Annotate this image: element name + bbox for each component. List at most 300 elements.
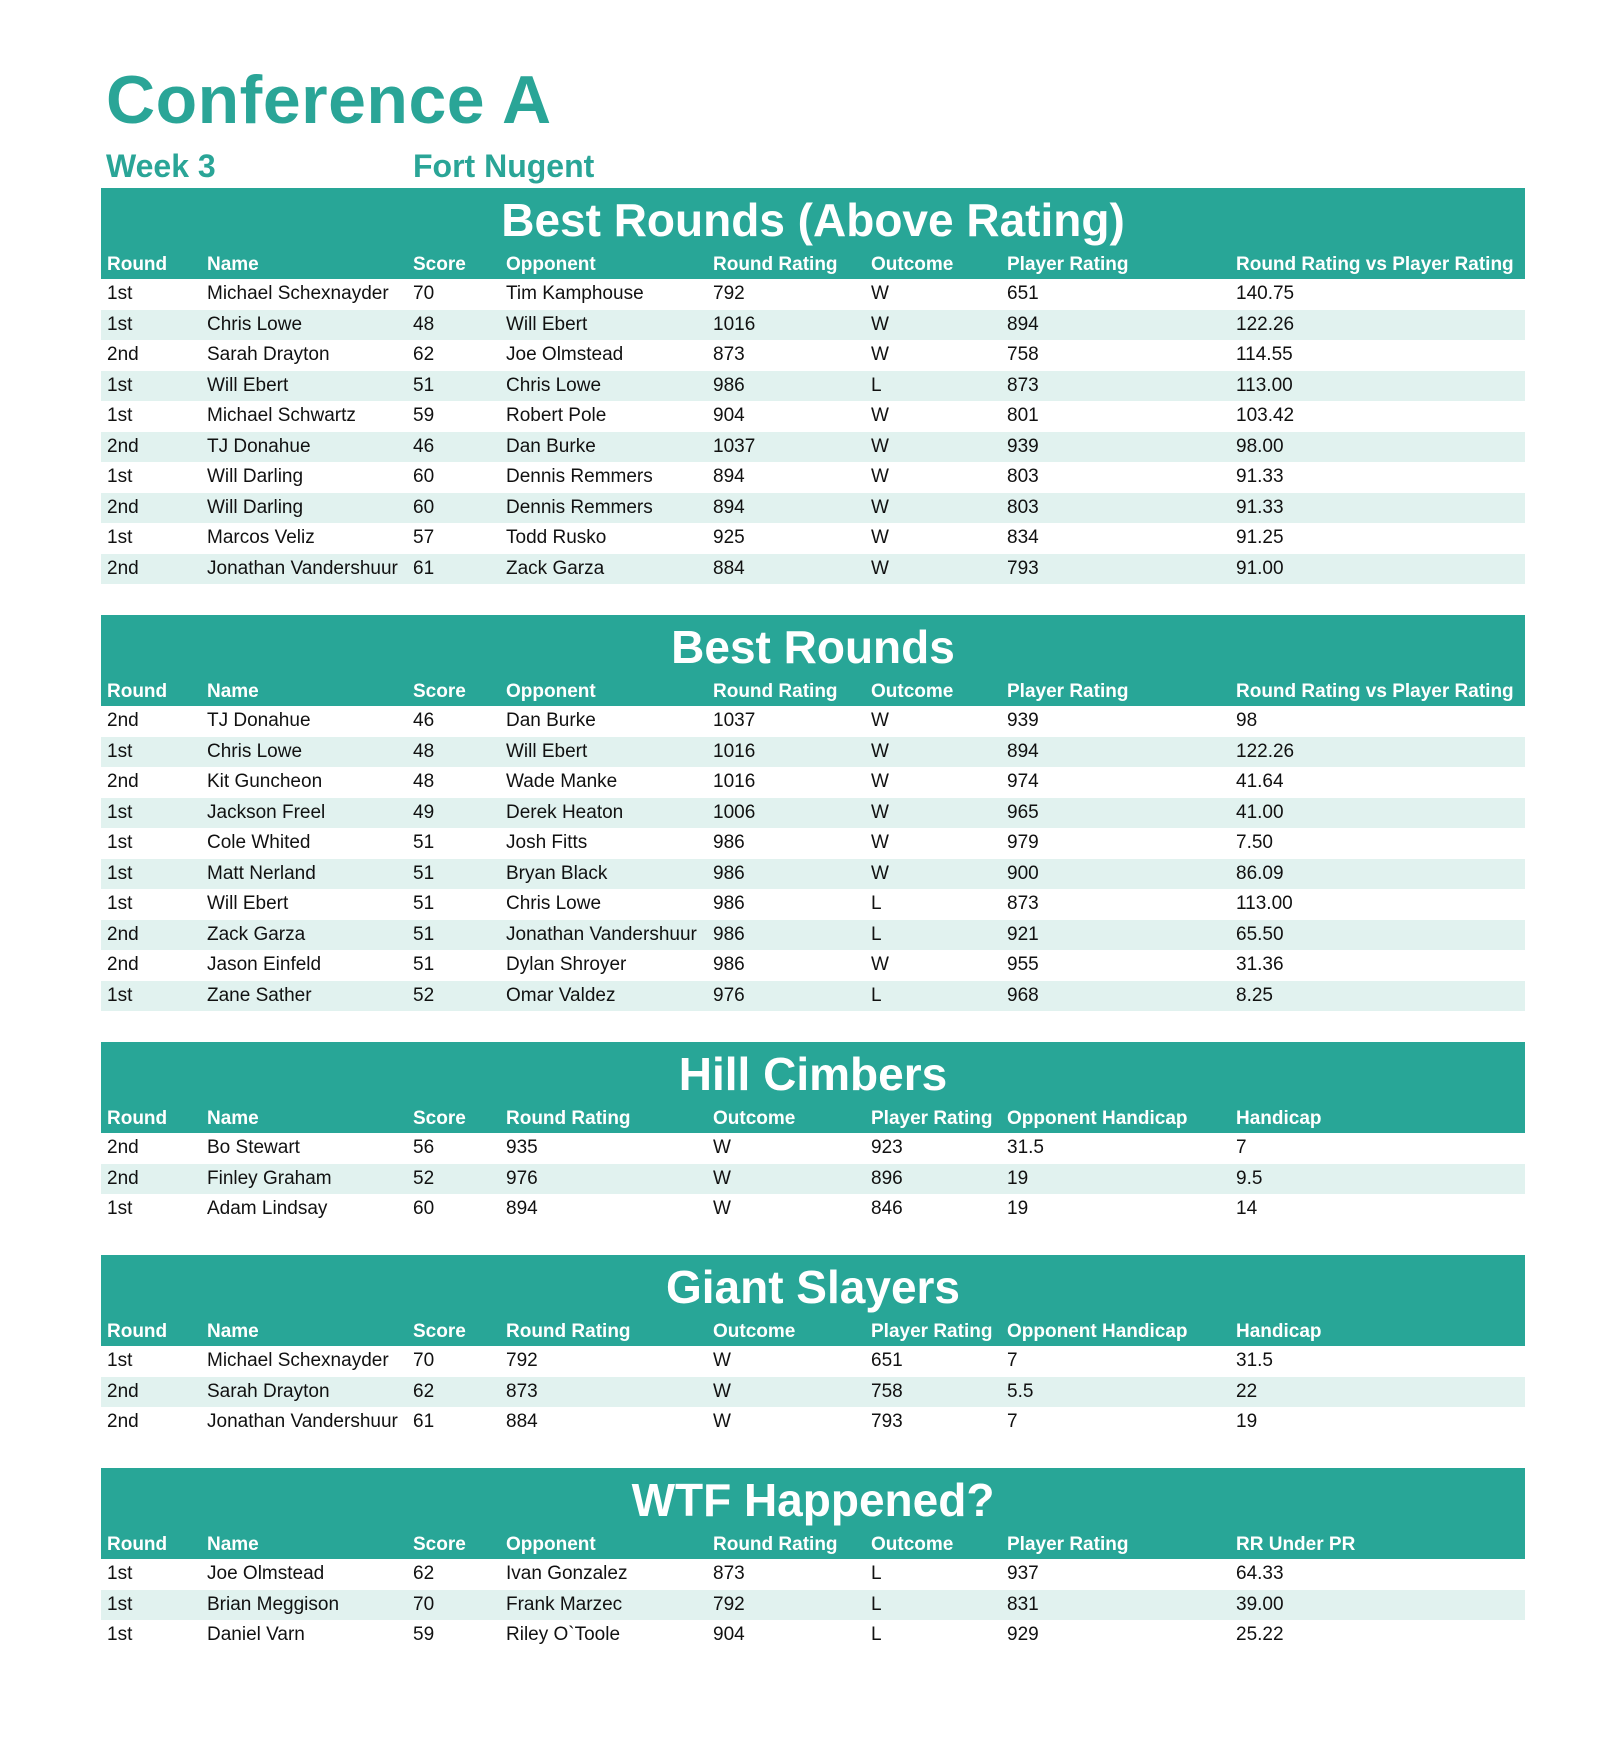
table-cell: 873 (1007, 893, 1039, 914)
table-cell: 1st (107, 374, 133, 396)
table-cell: 70 (413, 1593, 435, 1615)
section-title: Best Rounds (Above Rating) (501, 194, 1125, 246)
table-cell: 57 (413, 527, 435, 548)
table-cell: 59 (413, 405, 435, 426)
table-cell: 651 (871, 1350, 903, 1371)
column-header-row (101, 252, 1525, 278)
table-cell: 2nd (107, 1411, 139, 1432)
table-cell: Dennis Remmers (506, 496, 653, 518)
table-cell: Michael Schwartz (207, 405, 356, 426)
table-row (101, 279, 1525, 310)
table-cell: 91.00 (1236, 557, 1284, 579)
section-1 (101, 615, 1525, 1011)
table-cell: 48 (413, 771, 435, 792)
table-cell: 22 (1236, 1380, 1258, 1402)
column-header: Score (413, 254, 466, 275)
table-cell: 2nd (107, 710, 139, 731)
table-cell: 894 (506, 1198, 538, 1219)
table-cell: Finley Graham (207, 1167, 332, 1189)
section-0 (101, 188, 1525, 584)
table-cell: 1016 (713, 740, 756, 762)
column-header-row (101, 1532, 1525, 1558)
table-cell: 986 (713, 832, 745, 853)
table-cell: 51 (413, 832, 435, 853)
table-cell: 49 (413, 801, 435, 823)
table-cell: 31.36 (1236, 954, 1284, 975)
table-cell: 19 (1236, 1411, 1258, 1432)
table-cell: W (871, 862, 889, 884)
table-cell: 46 (413, 435, 435, 457)
column-header: Round Rating vs Player Rating (1236, 254, 1514, 275)
table-cell: Riley O`Toole (506, 1624, 621, 1645)
table-cell: 986 (713, 954, 745, 975)
table-cell: 1st (107, 1563, 133, 1584)
table-cell: 1st (107, 893, 133, 914)
table-cell: W (871, 435, 889, 457)
table-cell: 2nd (107, 1167, 139, 1189)
table-cell: Will Darling (207, 496, 304, 518)
table-row (101, 950, 1525, 981)
table-cell: TJ Donahue (207, 435, 311, 457)
table-cell: 70 (413, 283, 435, 304)
column-header: Player Rating (1007, 681, 1129, 702)
table-cell: Chris Lowe (506, 893, 602, 914)
table-cell: W (871, 283, 889, 304)
column-header: Outcome (871, 254, 954, 275)
table-row (101, 1590, 1525, 1621)
table-cell: W (871, 740, 889, 762)
table-cell: 1st (107, 801, 133, 823)
table-cell: 976 (506, 1167, 538, 1189)
table-cell: 31.5 (1236, 1350, 1273, 1371)
table-row (101, 340, 1525, 371)
column-header: Round Rating (506, 1321, 631, 1342)
column-header: Round Rating vs Player Rating (1236, 681, 1514, 702)
section-3 (101, 1255, 1525, 1438)
table-cell: 5.5 (1007, 1380, 1034, 1402)
table-cell: 1016 (713, 313, 756, 335)
table-cell: Zack Garza (506, 557, 605, 579)
table-cell: 1st (107, 527, 133, 548)
table-row (101, 859, 1525, 890)
table-cell: 98.00 (1236, 435, 1284, 457)
column-header: Name (207, 681, 259, 702)
column-header: Name (207, 254, 259, 275)
section-header (101, 1255, 1525, 1346)
table-cell: 831 (1007, 1593, 1039, 1615)
table-cell: Brian Meggison (207, 1593, 340, 1615)
column-header: Score (413, 1534, 466, 1555)
table-cell: 51 (413, 923, 435, 945)
table-row (101, 1407, 1525, 1438)
column-header: Opponent Handicap (1007, 1108, 1188, 1129)
table-cell: Michael Schexnayder (207, 283, 389, 304)
table-row (101, 401, 1525, 432)
table-row (101, 767, 1525, 798)
table-cell: 801 (1007, 405, 1039, 426)
column-header: Round Rating (713, 1534, 838, 1555)
table-cell: Chris Lowe (207, 740, 303, 762)
table-cell: 1016 (713, 771, 756, 792)
column-header-row (101, 1106, 1525, 1132)
table-cell: W (871, 405, 889, 426)
column-header: Handicap (1236, 1108, 1322, 1129)
table-cell: 62 (413, 344, 435, 365)
table-cell: 1037 (713, 435, 756, 457)
table-cell: 1st (107, 466, 133, 487)
table-cell: 873 (506, 1380, 538, 1402)
table-row (101, 1133, 1525, 1164)
table-cell: W (871, 466, 889, 487)
column-header: Name (207, 1108, 259, 1129)
table-cell: Ivan Gonzalez (506, 1563, 628, 1584)
table-cell: 113.00 (1236, 374, 1293, 396)
table-cell: 976 (713, 984, 745, 1006)
table-cell: 70 (413, 1350, 435, 1371)
table-cell: Sarah Drayton (207, 344, 330, 365)
column-header: Name (207, 1321, 259, 1342)
section-header (101, 1042, 1525, 1133)
table-cell: 873 (713, 344, 745, 365)
location-label: Fort Nugent (413, 148, 595, 184)
column-header: Score (413, 1321, 466, 1342)
table-cell: Dan Burke (506, 435, 596, 457)
table-cell: 834 (1007, 527, 1039, 548)
table-cell: 1st (107, 1198, 133, 1219)
table-row (101, 737, 1525, 768)
table-cell: Cole Whited (207, 832, 311, 853)
section-header (101, 615, 1525, 706)
table-cell: 8.25 (1236, 984, 1273, 1006)
table-cell: Joe Olmstead (506, 344, 624, 365)
table-cell: 60 (413, 496, 435, 518)
table-cell: Bryan Black (506, 862, 608, 884)
table-cell: Zane Sather (207, 984, 312, 1006)
table-cell: Will Ebert (506, 740, 588, 762)
table-cell: 1st (107, 862, 133, 884)
table-cell: 793 (1007, 557, 1039, 579)
table-cell: 873 (713, 1563, 745, 1584)
table-cell: Matt Nerland (207, 862, 316, 884)
table-cell: Tim Kamphouse (506, 283, 644, 304)
table-cell: 114.55 (1236, 344, 1293, 365)
table-cell: 900 (1007, 862, 1039, 884)
column-header: Score (413, 681, 466, 702)
table-cell: 65.50 (1236, 923, 1284, 945)
table-cell: 979 (1007, 832, 1039, 853)
table-cell: W (871, 832, 889, 853)
table-cell: 651 (1007, 283, 1039, 304)
table-cell: 937 (1007, 1563, 1039, 1584)
table-cell: 904 (713, 405, 745, 426)
column-header: Round Rating (713, 254, 838, 275)
table-cell: 884 (506, 1411, 538, 1432)
table-cell: W (713, 1380, 731, 1402)
table-cell: W (871, 954, 889, 975)
table-row (101, 554, 1525, 585)
table-cell: 2nd (107, 771, 139, 792)
section-2 (101, 1042, 1525, 1225)
section-title: Hill Cimbers (678, 1048, 948, 1100)
table-cell: 7 (1236, 1137, 1247, 1158)
column-header: Round Rating (506, 1108, 631, 1129)
table-cell: Jason Einfeld (207, 954, 322, 975)
table-cell: Chris Lowe (207, 313, 303, 335)
table-row (101, 1377, 1525, 1408)
section-title: WTF Happened? (631, 1474, 995, 1526)
table-cell: Jonathan Vandershuur (207, 1411, 398, 1432)
table-cell: 61 (413, 557, 435, 579)
table-row (101, 981, 1525, 1012)
column-header: Name (207, 1534, 259, 1555)
table-row (101, 1346, 1525, 1377)
table-cell: 792 (713, 283, 745, 304)
section-title: Best Rounds (671, 621, 955, 673)
column-header: Outcome (871, 1534, 954, 1555)
section-header (101, 188, 1525, 279)
table-cell: 1st (107, 740, 133, 762)
table-cell: 904 (713, 1624, 745, 1645)
table-cell: Robert Pole (506, 405, 607, 426)
table-cell: 803 (1007, 466, 1039, 487)
column-header: Opponent Handicap (1007, 1321, 1188, 1342)
table-row (101, 371, 1525, 402)
column-header: Round (107, 1534, 168, 1555)
table-row (101, 1620, 1525, 1651)
table-cell: 939 (1007, 435, 1039, 457)
table-cell: 1st (107, 313, 133, 335)
table-cell: 894 (1007, 313, 1039, 335)
table-cell: 7 (1007, 1350, 1018, 1371)
column-header: Handicap (1236, 1321, 1322, 1342)
column-header-row (101, 1319, 1525, 1345)
table-cell: 31.5 (1007, 1137, 1044, 1158)
table-cell: 113.00 (1236, 893, 1293, 914)
table-cell: 803 (1007, 496, 1039, 518)
table-cell: 91.25 (1236, 527, 1284, 548)
table-cell: 48 (413, 313, 435, 335)
table-cell: TJ Donahue (207, 710, 311, 731)
column-header: Opponent (506, 254, 596, 275)
table-cell: 140.75 (1236, 283, 1295, 304)
table-cell: 51 (413, 374, 435, 396)
column-header: Player Rating (871, 1321, 993, 1342)
table-cell: Kit Guncheon (207, 771, 323, 792)
table-cell: 51 (413, 954, 435, 975)
table-cell: Dylan Shroyer (506, 954, 627, 975)
table-cell: 2nd (107, 496, 139, 518)
table-cell: 974 (1007, 771, 1039, 792)
table-cell: Will Ebert (207, 374, 289, 396)
table-row (101, 462, 1525, 493)
table-cell: Joe Olmstead (207, 1563, 325, 1584)
column-header: Score (413, 1108, 466, 1129)
section-header (101, 1468, 1525, 1559)
table-row (101, 1194, 1525, 1225)
table-cell: 2nd (107, 435, 139, 457)
column-header: Outcome (713, 1321, 796, 1342)
table-cell: 51 (413, 862, 435, 884)
table-cell: 9.5 (1236, 1167, 1263, 1189)
table-cell: Todd Rusko (506, 527, 607, 548)
section-4 (101, 1468, 1525, 1651)
table-row (101, 432, 1525, 463)
table-cell: Adam Lindsay (207, 1198, 328, 1219)
table-cell: 758 (1007, 344, 1039, 365)
table-cell: 103.42 (1236, 405, 1295, 426)
table-cell: 986 (713, 374, 745, 396)
column-header: Round Rating (713, 681, 838, 702)
table-cell: 52 (413, 1167, 435, 1189)
table-cell: 1006 (713, 801, 756, 823)
table-cell: 19 (1007, 1198, 1029, 1219)
table-cell: W (713, 1411, 731, 1432)
table-row (101, 523, 1525, 554)
table-row (101, 920, 1525, 951)
table-cell: 894 (713, 466, 745, 487)
table-cell: 758 (871, 1380, 903, 1402)
table-row (101, 828, 1525, 859)
table-cell: 91.33 (1236, 496, 1284, 518)
table-row (101, 706, 1525, 737)
table-cell: 46 (413, 710, 435, 731)
table-cell: 39.00 (1236, 1593, 1284, 1615)
table-cell: 929 (1007, 1624, 1039, 1645)
table-cell: 955 (1007, 954, 1039, 975)
table-cell: 62 (413, 1563, 435, 1584)
table-cell: L (871, 1624, 882, 1645)
table-cell: 2nd (107, 1137, 139, 1158)
table-cell: L (871, 1593, 882, 1615)
table-cell: Michael Schexnayder (207, 1350, 389, 1371)
table-cell: 2nd (107, 557, 139, 579)
table-cell: 59 (413, 1624, 435, 1645)
table-cell: 1st (107, 405, 133, 426)
table-cell: Dan Burke (506, 710, 596, 731)
table-cell: L (871, 1563, 882, 1584)
table-cell: W (871, 801, 889, 823)
table-cell: 25.22 (1236, 1624, 1284, 1645)
column-header: Opponent (506, 681, 596, 702)
table-cell: 56 (413, 1137, 435, 1158)
column-header: Player Rating (871, 1108, 993, 1129)
table-cell: 792 (506, 1350, 538, 1371)
table-cell: W (871, 557, 889, 579)
table-cell: W (871, 313, 889, 335)
table-cell: 846 (871, 1198, 903, 1219)
page-title: Conference A (106, 62, 552, 138)
section-title: Giant Slayers (665, 1261, 961, 1313)
table-cell: 884 (713, 557, 745, 579)
table-cell: 60 (413, 1198, 435, 1219)
column-header: Player Rating (1007, 254, 1129, 275)
table-cell: L (871, 923, 882, 945)
table-cell: 61 (413, 1411, 435, 1432)
table-cell: Jackson Freel (207, 801, 326, 823)
table-cell: Zack Garza (207, 923, 306, 945)
column-header: Outcome (871, 681, 954, 702)
column-header: RR Under PR (1236, 1534, 1356, 1555)
table-cell: 60 (413, 466, 435, 487)
table-cell: W (871, 710, 889, 731)
table-cell: 939 (1007, 710, 1039, 731)
table-cell: 965 (1007, 801, 1039, 823)
column-header: Opponent (506, 1534, 596, 1555)
table-cell: Marcos Veliz (207, 527, 315, 548)
table-cell: Daniel Varn (207, 1624, 305, 1645)
table-cell: Jonathan Vandershuur (506, 923, 697, 945)
table-cell: L (871, 893, 882, 914)
table-row (101, 493, 1525, 524)
table-cell: 923 (871, 1137, 903, 1158)
table-cell: 1st (107, 1624, 133, 1645)
table-cell: 986 (713, 893, 745, 914)
table-cell: Jonathan Vandershuur (207, 557, 398, 579)
table-cell: Wade Manke (506, 771, 618, 792)
table-cell: 1st (107, 832, 133, 853)
table-cell: W (713, 1167, 731, 1189)
table-cell: Omar Valdez (506, 984, 616, 1006)
table-cell: W (871, 496, 889, 518)
table-cell: 921 (1007, 923, 1039, 945)
column-header: Round (107, 681, 168, 702)
table-cell: L (871, 984, 882, 1006)
table-cell: 41.00 (1236, 801, 1284, 823)
column-header: Player Rating (1007, 1534, 1129, 1555)
column-header-row (101, 679, 1525, 705)
table-cell: 52 (413, 984, 435, 1006)
table-cell: 86.09 (1236, 862, 1284, 884)
table-cell: W (871, 344, 889, 365)
table-cell: Chris Lowe (506, 374, 602, 396)
table-cell: 793 (871, 1411, 903, 1432)
column-header: Round (107, 254, 168, 275)
table-cell: 894 (1007, 740, 1039, 762)
table-cell: 1st (107, 1350, 133, 1371)
column-header: Round (107, 1108, 168, 1129)
table-cell: Josh Fitts (506, 832, 588, 853)
table-cell: 122.26 (1236, 740, 1295, 762)
table-cell: 1st (107, 283, 133, 304)
table-row (101, 798, 1525, 829)
table-row (101, 1164, 1525, 1195)
table-cell: W (713, 1350, 731, 1371)
table-cell: 7.50 (1236, 832, 1273, 853)
table-cell: W (871, 527, 889, 548)
table-cell: 2nd (107, 954, 139, 975)
column-header: Outcome (713, 1108, 796, 1129)
table-cell: 48 (413, 740, 435, 762)
table-cell: Bo Stewart (207, 1137, 300, 1158)
table-cell: Will Darling (207, 466, 304, 487)
table-cell: 1st (107, 984, 133, 1006)
table-cell: 935 (506, 1137, 538, 1158)
table-cell: 51 (413, 893, 435, 914)
table-cell: 968 (1007, 984, 1039, 1006)
column-header: Round (107, 1321, 168, 1342)
table-row (101, 889, 1525, 920)
table-cell: 1st (107, 1593, 133, 1615)
table-cell: Dennis Remmers (506, 466, 653, 487)
table-cell: 91.33 (1236, 466, 1284, 487)
table-cell: 1037 (713, 710, 756, 731)
table-cell: 2nd (107, 344, 139, 365)
table-cell: 896 (871, 1167, 903, 1189)
table-cell: 986 (713, 923, 745, 945)
table-cell: Derek Heaton (506, 801, 624, 823)
table-cell: 7 (1007, 1411, 1018, 1432)
table-cell: Frank Marzec (506, 1593, 623, 1615)
